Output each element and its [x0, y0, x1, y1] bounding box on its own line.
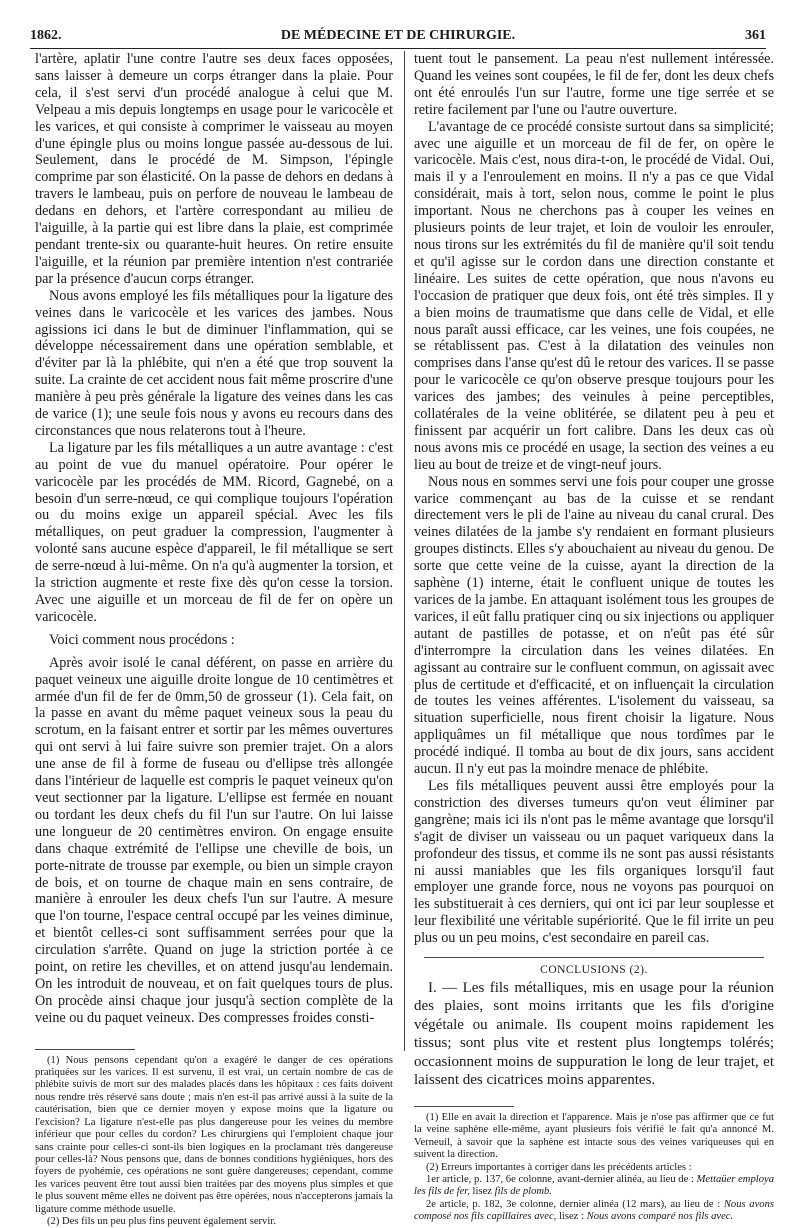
left-footnote-2: (2) Des fils un peu plus fins peuvent également servir. [47, 1215, 276, 1227]
right-paragraph-4: Les fils métalliques peuvent aussi être employés pour la constriction des diverses tumeurs qu'on veut éliminer par gangrène; mais ici ils n'ont pas le même avantage que lorsqu'il s'agit de diviser un vaisseau ou un paquet variqueux dans la profondeur des tissus, et comme ils ne sont pas aussi résistants ni aussi maniables que les fils organiques lorsqu'il faut employer une grande force, nous ne voyons pas pourquoi on les substituerait à ces derniers, qui ont ici par leur souplesse et leur flexibilité une véritable supériorité. Que le fil irrite un peu plus ou un peu moins, c'est secondaire en pareil cas. [414, 777, 774, 947]
right-footnote-4 [414, 1199, 774, 1224]
right-column [414, 51, 774, 1224]
header-page-number: 361 [745, 28, 766, 43]
right-paragraph-1: tuent tout le pansement. La peau n'est nullement intéressée. Quand les veines sont coupées, le fil de fer, dont les deux chefs ont été enroulés l'un sur l'autre, forme une tige serrée et se retire facilement par l'une ou l'autre ouverture. [414, 51, 774, 118]
right-footnote-4d: Nous avons comparé nos fils avec. [586, 1211, 734, 1223]
left-paragraph-1: l'artère, aplatir l'une contre l'autre ses deux faces opposées, sans laisser à demeure un corps étranger dans la plaie. Pour cela, il s'est servi d'un procédé analogue à celui que M. Velpeau a mis depuis longtemps en usage pour le varicocèle et les varices, et qui consiste à comprimer le vaisseau au moyen d'une épingle plus ou moins longue passée au-dessous de lui. Seulement, dans le procédé de M. Simpson, l'épingle comprime par son élasticité. On la passe de dehors en dedans à travers le lambeau, puis on perfore de nouveau le lambeau de dedans en dehors, et l'artère correspondant au milieu de l'aiguille, à la partie qui est libre dans la plaie, est comprimée pendant trente-six ou quarante-huit heures. On retire ensuite l'aiguille, et la réunion par première intention n'est contrariée par la présence d'aucun corps étranger. [35, 51, 393, 287]
section-rule [424, 957, 764, 958]
conclusion-1: I. — Les fils métalliques, mis en usage pour la réunion des plaies, sont moins irritants que les fils d'origine végétale ou animale. Ils coupent moins rapidement les tissus; sont plus vite et restent plus longtemps tolérés; occasionnent moins de suppuration le long de leur trajet, et laissent des cicatrices moins apparentes. [414, 979, 774, 1089]
right-footnote-3b: Mettaüer employa les fils de fer, [414, 1173, 774, 1198]
right-paragraph-2: L'avantage de ce procédé consiste surtout dans sa simplicité; avec une aiguille et un morceau de fil de fer, on opère le varicocèle. Mais c'est, nous dira-t-on, le procédé de Vidal. Oui, mais il y a l'enroulement en moins. Il n'y a pas ce que Vidal considérait, mais à tort, selon nous, comme le point le plus important. Nous ne cherchons pas à couper les veines en plusieurs points de leur trajet, et loin de vouloir les enrouler, nous tirons sur les extrémités du fil de manière qu'il soit tendu et qu'il agisse sur le cordon dans une direction constante et linéaire. Les suites de cette opération, que nous n'avons eu l'occasion de pratiquer que deux fois, ont été très simples. Il y a bien moins de traumatisme que dans celle de Vidal, et elle nous paraît aussi efficace, car les veines, une fois coupées, ne se rétablissent pas. C'est à la dilatation des veinules non comprises dans l'anse qu'est dû le retour des varices. Il se passe pour le varicocèle ce qu'on observe presque toujours pour les varices des jambes; des veinules à peine perceptibles, collatérales de la veine oblitérée, se dilatent peu à peu et finissent par acquérir un fort calibre. Dans les deux cas où nous avons mis ce procédé en usage, la section des veines a eu lieu au bout de treize et de vingt-neuf jours. [414, 118, 774, 473]
right-footnote-1: (1) Elle en avait la direction et l'apparence. Mais je n'ose pas affirmer que ce fut la veine saphène elle-même, ayant plusieurs fois vérifié le fait qu'a annoncé M. Verneuil, à savoir que la saphène est intacte sous des veines variqueuses qui en suivent la direction. [414, 1111, 774, 1161]
left-footnotes [35, 1049, 393, 1228]
right-footnote-3d: fils de plomb. [494, 1186, 553, 1198]
right-footnote-4a: 2e article, p. 182, 3e colonne, dernier alinéa (12 mars), au lieu de : [426, 1198, 724, 1210]
left-column [35, 51, 393, 1228]
left-paragraph-4: Voici comment nous procédons : [49, 631, 235, 648]
left-footnote-1: (1) Nous pensons cependant qu'on a exagéré le danger de ces opérations pratiquées sur les varices. Il est survenu, il est vrai, un certain nombre de cas de phlébite suivis de mort sur des malades placés dans les hôpitaux : ces faits doivent nous rendre très réservé sans doute ; mais n'en est-il pas arrivé aussi à la suite de la cautérisation, bien que ce dernier moyen y expose moins que la ligature ou l'excision? La ligature n'est-elle pas plus dangereuse pour les veines du membre inférieur que pour celles du cordon? Les chirurgiens qui l'emploient chaque jour sans crainte pour celles-ci sont-ils bien logiques en la proclamant très dangereuse pour celles-là? Nous pensons que, dans de bonnes conditions hygiéniques, hors des foyers de pyohémie, ces opérations ne sont guère dangereuses; cependant, comme les varices peuvent être tout aussi bien traitées par des moyens plus simples et que le plus souvent même elles ne doivent pas être opérées, nous n'accepterons jamais la ligature comme méthode usuelle. [35, 1054, 393, 1215]
left-paragraph-5: Après avoir isolé le canal déférent, on passe en arrière du paquet veineux une aiguille droite longue de 10 centimètres et armée d'un fil de fer de 0mm,50 de grosseur (1). Cela fait, on la passe en avant du même paquet veineux sous la peau du scrotum, en la faisant entrer et sortir par les mêmes ouvertures qui ont servi à lui faire suivre son premier trajet. On a alors une anse de fil à forme de fuseau ou d'ellipse très allongée dans l'intérieur de laquelle est compris le paquet veineux qu'on veut sectionner par la ligature. L'ellipse est fermée en nouant ou tordant les deux chefs du fil l'un sur l'autre. On lui laisse une longueur de 20 centimètres environ. On engage ensuite dans chaque extrémité de l'ellipse une cheville de bois, un porte-nitrate de trousse par exemple, ou bien un simple crayon de bois, et on tourne de chaque main en sens contraire, de manière à enrouler les deux chefs l'un sur l'autre. A mesure que l'on tourne, l'espace central occupé par les veines diminue, et bientôt celles-ci sont suffisamment serrées pour que la circulation s'arrête. Quand on juge la striction portée à ce point, on retire les chevilles, et on attend jusqu'au lendemain. On les introduit de nouveau, et on fait quelques tours de plus. On procède ainsi chaque jour jusqu'à section complète de la veine ou du paquet veineux. Des compresses froides consti- [35, 654, 393, 1026]
right-footnote-3 [414, 1174, 774, 1199]
header-title: DE MÉDECINE ET DE CHIRURGIE. [280, 28, 516, 43]
column-divider [404, 51, 405, 1051]
right-footnote-4b: Nous avons composé nos fils capillaires avec, [414, 1198, 775, 1223]
right-footnote-2: (2) Erreurs importantes à corriger dans les précédents articles : [426, 1161, 692, 1173]
left-paragraph-3: La ligature par les fils métalliques a un autre avantage : c'est au point de vue du manuel opératoire. Pour opérer le varicocèle par les procédés de MM. Ricord, Gagnebé, on a besoin d'un serre-nœud, ce qui complique toujours l'opération ou du moins exige un appareil spécial. Avec les fils métalliques, on peut graduer la compression, l'augmenter à volonté sans aucune espèce d'appareil, le fil métallique se sert de serre-nœud à lui-même. On n'a qu'à augmenter la torsion, et la striction augmente et reste fixe dès qu'on cesse la torsion. Avec une aiguille et un morceau de fil de fer on opère un varicocèle. [35, 439, 393, 625]
left-paragraph-2: Nous avons employé les fils métalliques pour la ligature des veines dans le varicocèle et les varices des jambes. Nous agissions ici dans le but de diminuer l'inflammation, qui se développe nécessairement dans une opération semblable, et d'éviter par là la phlébite, qui n'en a été que trop souvent la suite. La crainte de cet accident nous fait même proscrire d'une manière à peu près générale la ligature des veines dans les cas de varice (1); une seule fois nous y avons eu recours dans des circonstances que nous relaterons tout à l'heure. [35, 287, 393, 439]
footnote-rule [414, 1106, 514, 1107]
conclusions-heading: CONCLUSIONS (2). [540, 964, 648, 977]
right-footnote-4c: lisez : [556, 1211, 587, 1223]
footnote-rule [35, 1049, 135, 1050]
right-footnotes [414, 1106, 774, 1224]
header-rule [30, 48, 766, 49]
right-paragraph-3: Nous nous en sommes servi une fois pour couper une grosse varice commençant au bas de la cuisse et se rendant directement vers le pli de l'aine au niveau du canal crural. Des veines dilatées de la jambe s'y rendaient en formant plusieurs groupes distincts. Elles s'y abouchaient au niveau du genou. De sorte que cette veine de la cuisse, ayant la direction de la saphène (1) interne, était le confluent unique de toutes les varices de la jambe. En attaquant isolément tous les groupes de varices, il eût fallu pratiquer cinq ou six injections ou appliquer autant de pastilles de potasse, et on n'eût pas été sûr d'interrompre la circulation dans les veines dilatées. En agissant au contraire sur le confluent commun, on agissait avec plus de certitude et d'efficacité, et on influençait la circulation de toutes les veines afférentes. L'isolement du vaisseau, sa situation superficielle, nous firent choisir la ligature. Nous appliquâmes un fil métallique que nous tordîmes par le procédé indiqué. Il tomba au bout de dix jours, sans accident aucun. Il n'y eut pas la moindre menace de phlébite. [414, 473, 774, 778]
right-footnote-3c: lisez [469, 1186, 495, 1198]
running-header [30, 28, 766, 46]
header-year: 1862. [30, 28, 62, 43]
right-footnote-3a: 1er article, p. 137, 6e colonne, avant-dernier alinéa, au lieu de : [426, 1173, 697, 1185]
